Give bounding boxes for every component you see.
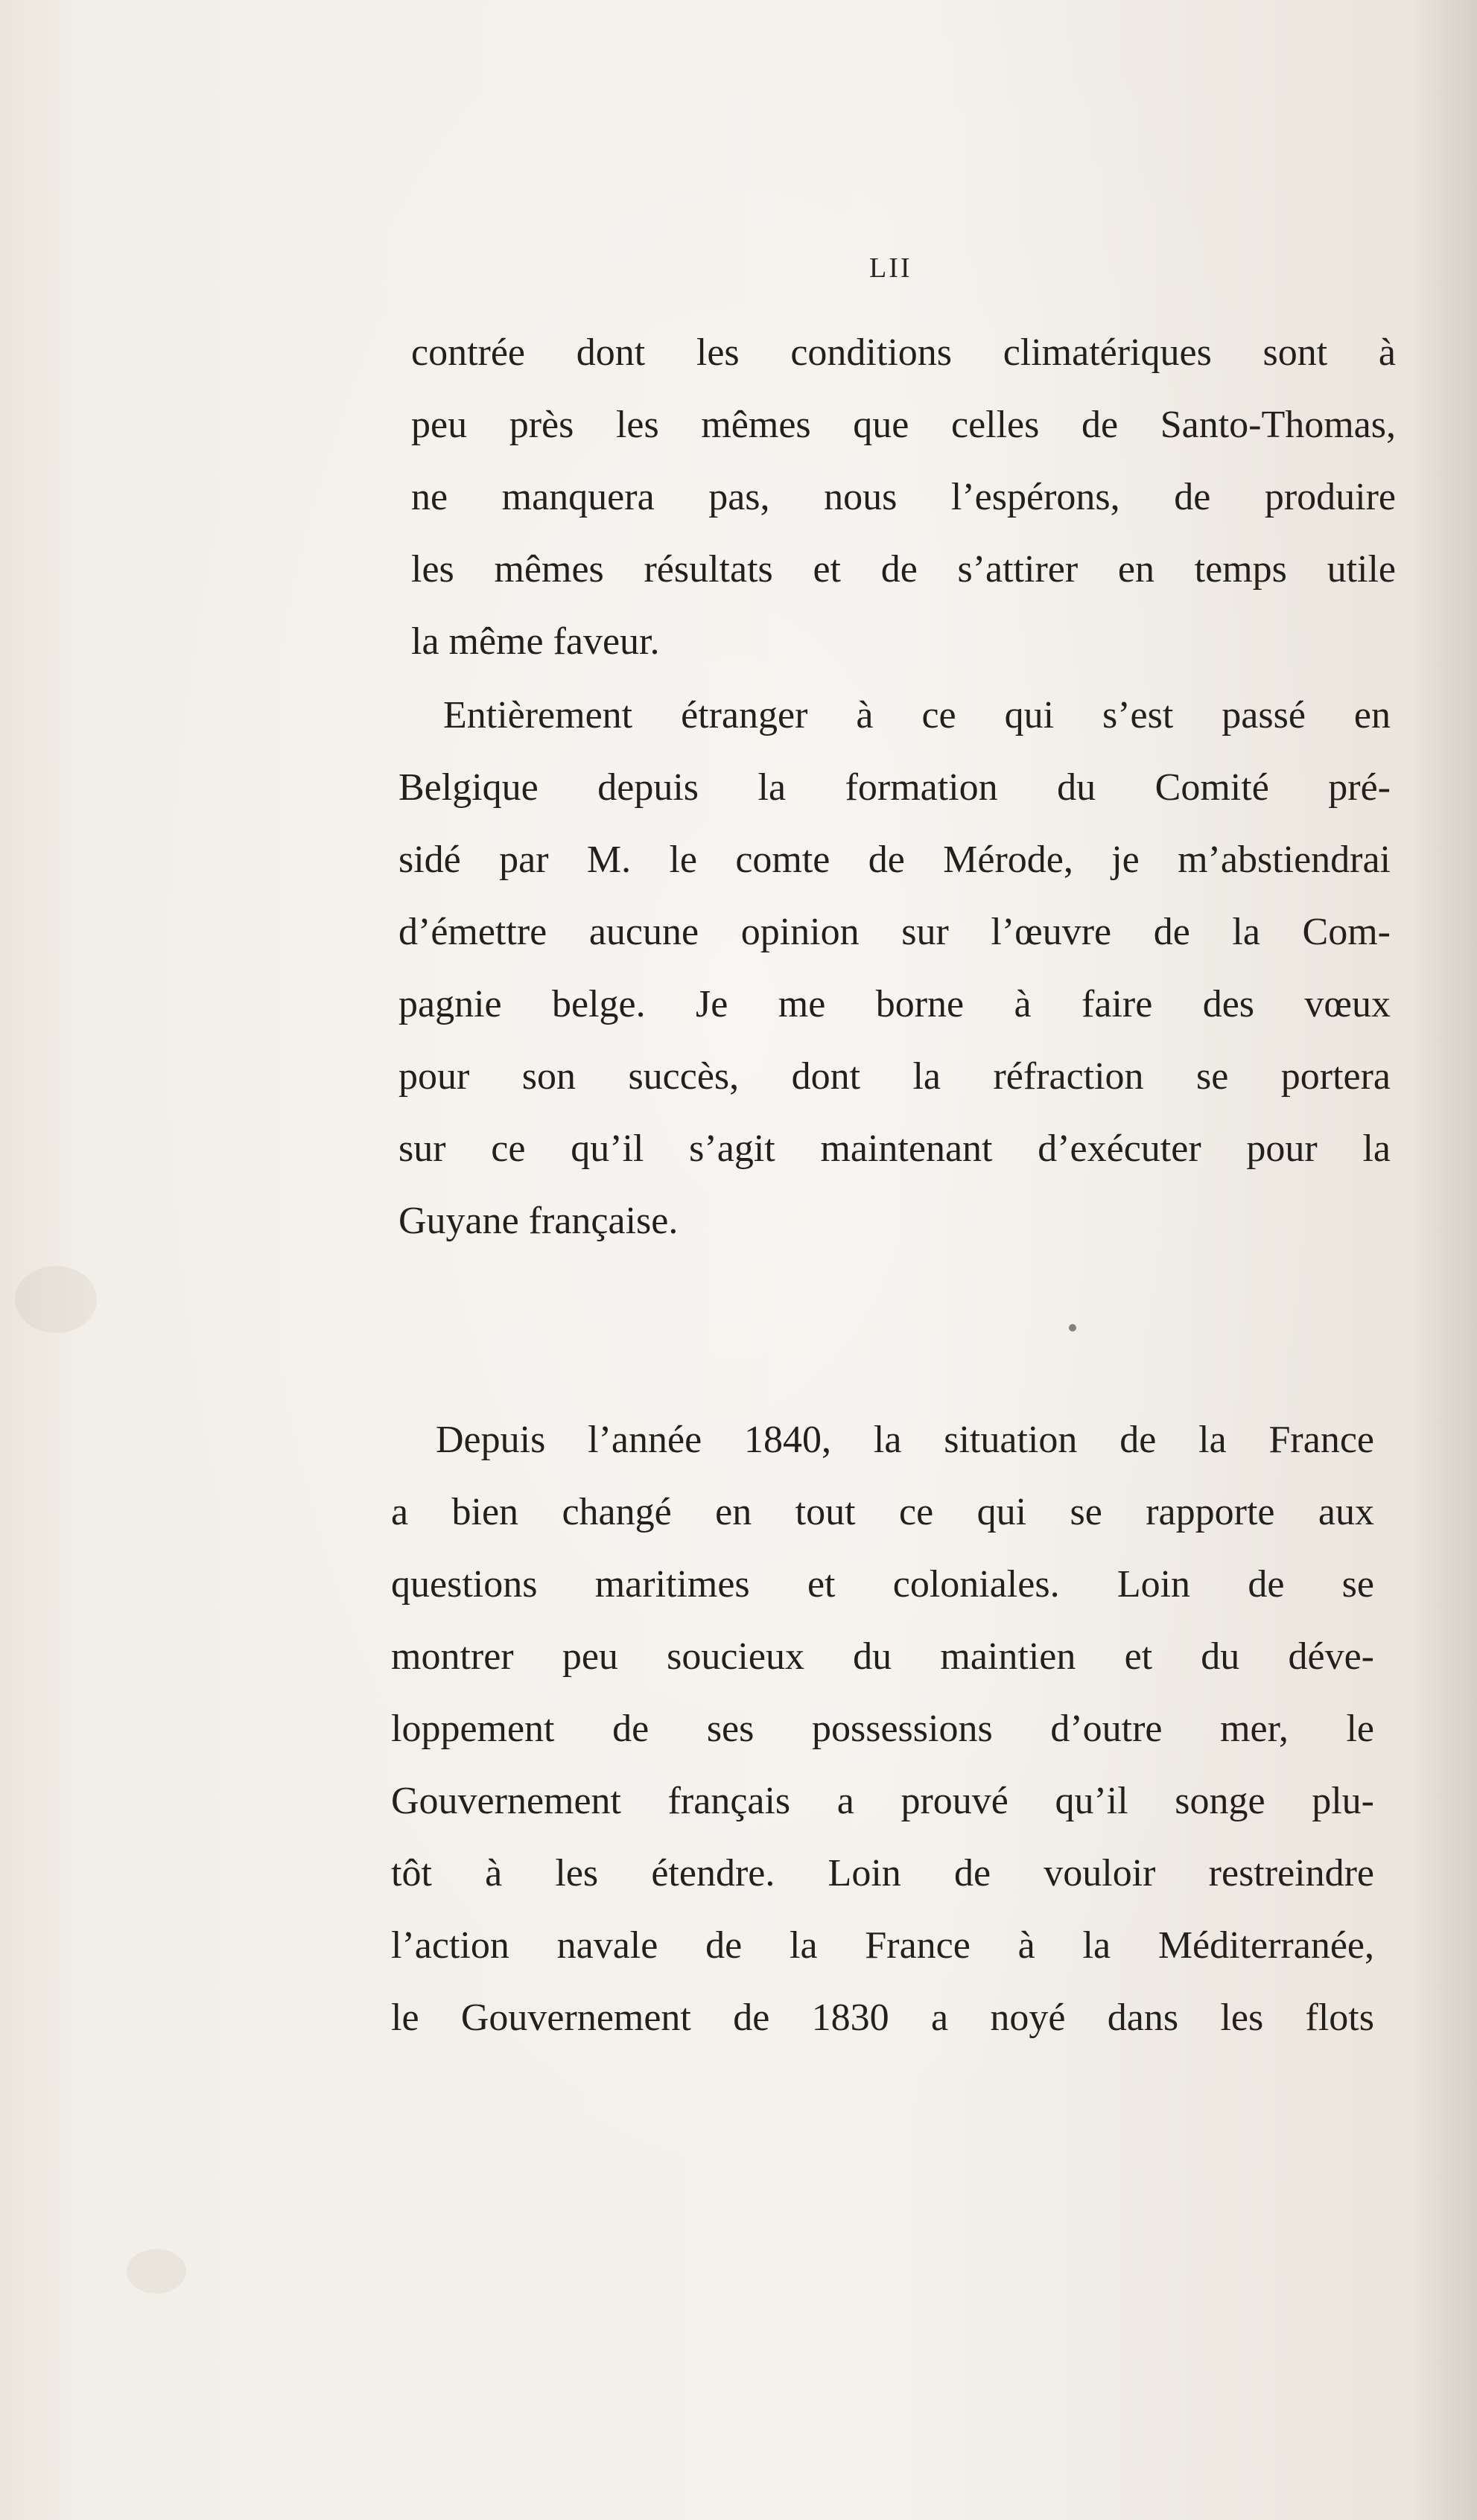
ink-speck — [1069, 1324, 1076, 1331]
paper-stain — [15, 1266, 97, 1333]
text-line: a bien changé en tout ce qui se rapporte aux — [391, 1491, 1374, 1533]
text-line: Gouvernement français a prouvé qu’il songe plu- — [391, 1780, 1374, 1822]
page-edge-shadow — [1410, 0, 1477, 2520]
paragraph-belgian-company — [398, 679, 1391, 1257]
page-number: LII — [869, 252, 912, 284]
text-line: peu près les mêmes que celles de Santo-Thomas, — [411, 404, 1396, 446]
text-line: la même faveur. — [411, 620, 660, 663]
text-line: les mêmes résultats et de s’attirer en temps utile — [411, 548, 1396, 591]
text-line: le Gouvernement de 1830 a noyé dans les flots — [391, 1996, 1374, 2039]
paragraph-continued — [411, 316, 1396, 678]
text-line: l’action navale de la France à la Méditerranée, — [391, 1924, 1374, 1967]
text-line: contrée dont les conditions climatériques sont à — [411, 331, 1396, 374]
text-line: Depuis l’année 1840, la situation de la France — [436, 1419, 1374, 1461]
text-line: sidé par M. le comte de Mérode, je m’abstiendrai — [398, 839, 1391, 881]
text-line: Belgique depuis la formation du Comité pré- — [398, 766, 1391, 809]
paper-stain — [127, 2249, 186, 2294]
text-line: montrer peu soucieux du maintien et du déve- — [391, 1635, 1374, 1678]
text-line: d’émettre aucune opinion sur l’œuvre de la Com- — [398, 911, 1391, 953]
text-line: pour son succès, dont la réfraction se portera — [398, 1055, 1391, 1098]
text-line: loppement de ses possessions d’outre mer, le — [391, 1708, 1374, 1750]
paragraph-since-1840 — [391, 1404, 1374, 2054]
text-line: pagnie belge. Je me borne à faire des vœux — [398, 983, 1391, 1025]
text-line: questions maritimes et coloniales. Loin de se — [391, 1563, 1374, 1606]
text-line: Entièrement étranger à ce qui s’est passé en — [443, 694, 1391, 736]
text-line: ne manquera pas, nous l’espérons, de produire — [411, 476, 1396, 518]
text-line: Guyane française. — [398, 1200, 679, 1242]
text-line: sur ce qu’il s’agit maintenant d’exécuter pour la — [398, 1127, 1391, 1170]
text-line: tôt à les étendre. Loin de vouloir restreindre — [391, 1852, 1374, 1894]
